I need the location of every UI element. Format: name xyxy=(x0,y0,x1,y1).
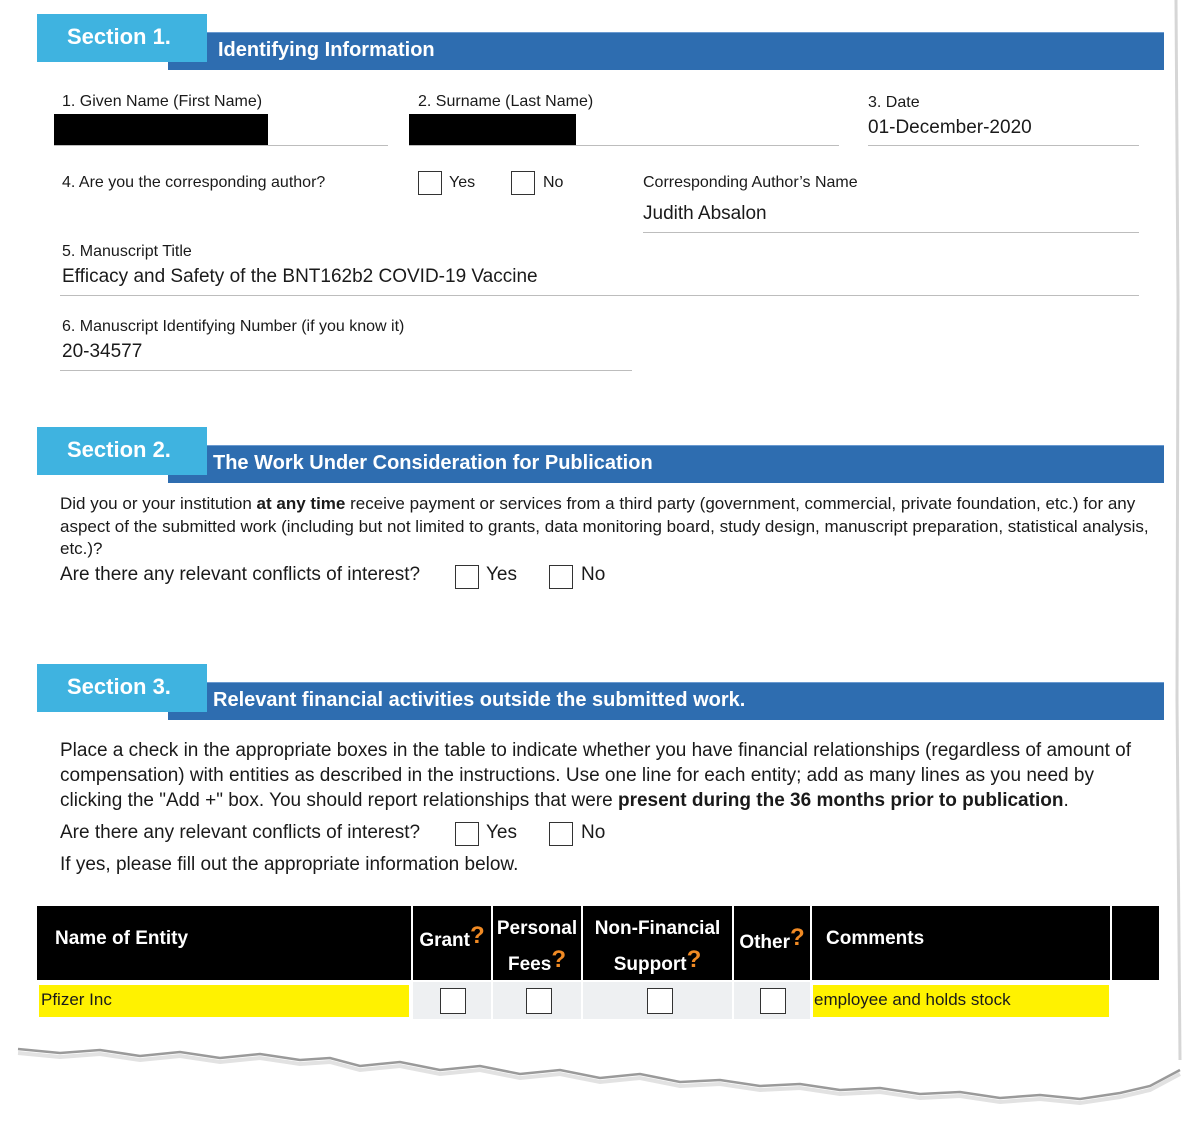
section2-tab: Section 2. xyxy=(37,427,207,475)
section2-question: Are there any relevant conflicts of interest? xyxy=(60,564,421,585)
section3-desc-a: Place a check in the appropriate boxes in the table to indicate whether you have financial relationships (regardless of amount of compensation) with entities as described in the instructions. Use one line for each entity; add as many lines as you need by clicking the "Add +" box. You should report relationships that were xyxy=(60,740,1131,811)
header-fees-label: Fees xyxy=(508,954,552,975)
corresponding-author-name-label: Corresponding Author’s Name xyxy=(643,174,858,191)
page-right-shadow xyxy=(1176,0,1180,1060)
header-other-label: Other xyxy=(739,932,790,953)
section2-desc-bold: at any time xyxy=(256,494,346,513)
header-personal-label: Personal xyxy=(496,918,578,939)
non-financial-help-icon[interactable]: ? xyxy=(686,946,702,973)
corresponding-no-label: No xyxy=(543,174,564,191)
given-name-label: 1. Given Name (First Name) xyxy=(62,93,263,110)
surname-label: 2. Surname (Last Name) xyxy=(418,93,594,110)
section3-desc-bold: present during the 36 months prior to publication xyxy=(617,790,1064,811)
section3-note: If yes, please fill out the appropriate information below. xyxy=(60,854,519,875)
comments-cell[interactable]: employee and holds stock xyxy=(813,985,1109,1017)
section3-question: Are there any relevant conflicts of interest? xyxy=(60,822,421,843)
header-entity-label: Name of Entity xyxy=(55,928,189,949)
entity-name-cell[interactable]: Pfizer Inc xyxy=(39,985,409,1017)
header-support-label: Support xyxy=(613,954,687,975)
section2-title: The Work Under Consideration for Publication xyxy=(213,452,653,474)
grant-help-icon[interactable]: ? xyxy=(470,922,485,949)
corresponding-yes-label: Yes xyxy=(449,174,476,191)
section3-title: Relevant financial activities outside the submitted work. xyxy=(213,689,746,711)
section2-desc-b: receive payment or services from a third party (government, commercial, private foundation, etc.) for any aspect of the submitted work (including but not limited to grants, data monitoring board, study design, manuscript preparation, statistical analysis, etc.)? xyxy=(60,494,1149,558)
manuscript-title-label: 5. Manuscript Title xyxy=(62,243,192,260)
section3-desc-b: . xyxy=(1063,790,1069,811)
section3-no-label: No xyxy=(581,822,606,843)
header-comments-label: Comments xyxy=(826,928,925,949)
corresponding-author-name-value[interactable]: Judith Absalon xyxy=(643,203,767,224)
date-value[interactable]: 01-December-2020 xyxy=(868,117,1032,138)
header-nonfinancial-label: Non-Financial xyxy=(594,918,721,939)
section1-tab: Section 1. xyxy=(37,14,207,62)
header-grant-label: Grant xyxy=(419,930,470,951)
section1-title: Identifying Information xyxy=(218,39,435,61)
date-label: 3. Date xyxy=(868,94,920,111)
manuscript-title-value[interactable]: Efficacy and Safety of the BNT162b2 COVID-19 Vaccine xyxy=(62,266,538,287)
personal-fees-help-icon[interactable]: ? xyxy=(551,946,566,973)
section2-yes-label: Yes xyxy=(486,564,517,585)
manuscript-number-label: 6. Manuscript Identifying Number (if you know it) xyxy=(62,318,405,335)
section2-desc-a: Did you or your institution xyxy=(60,494,257,513)
corresponding-author-question: 4. Are you the corresponding author? xyxy=(62,174,326,191)
section2-no-label: No xyxy=(581,564,606,585)
other-help-icon[interactable]: ? xyxy=(790,924,805,951)
section3-yes-label: Yes xyxy=(486,822,517,843)
section3-tab: Section 3. xyxy=(37,664,207,712)
torn-edge-fill xyxy=(0,1049,1200,1132)
manuscript-number-value[interactable]: 20-34577 xyxy=(62,341,143,362)
